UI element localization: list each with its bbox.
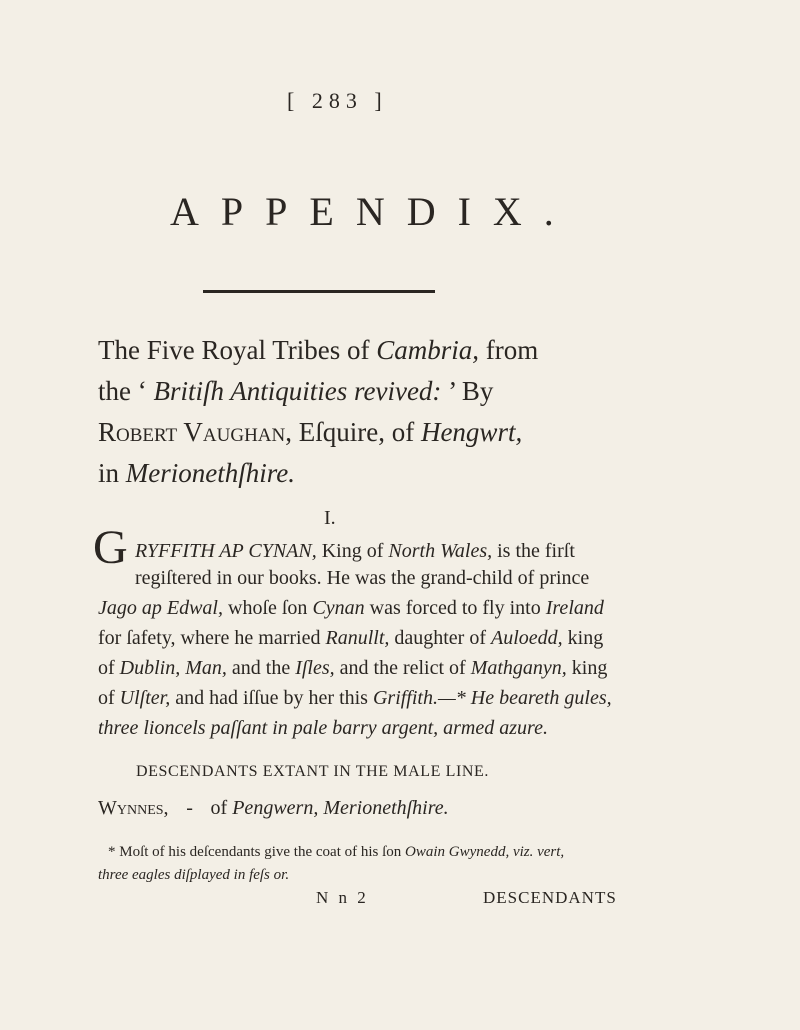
descendants-heading: DESCENDANTS EXTANT IN THE MALE LINE.	[136, 763, 490, 780]
descendant-entry: Wynnes, - of Pengwern, Merionethſhire.	[98, 797, 449, 819]
body-line-5: of Dublin, Man, and the Iſles, and the relict of Mathganyn, king	[98, 657, 608, 679]
catchword: DESCENDANTS	[483, 888, 617, 907]
body-line-1: RYFFITH AP CYNAN, King of North Wales, is the firſt	[135, 540, 575, 562]
body-line-7: three lioncels paſſant in pale barry argent, armed azure.	[98, 717, 548, 739]
body-line-3: Jago ap Edwal, whoſe ſon Cynan was forced to fly into Ireland	[98, 597, 604, 619]
footnote-line-2: three eagles diſplayed in feſs or.	[98, 867, 290, 883]
title-line-4: in Merionethſhire.	[98, 458, 295, 488]
page-number: [ 283 ]	[287, 88, 388, 113]
title-line-3: Robert Vaughan, Eſquire, of Hengwrt,	[98, 417, 523, 447]
drop-cap: G	[93, 521, 128, 574]
body-line-2: regiſtered in our books. He was the grand-child of prince	[135, 567, 590, 589]
appendix-heading: APPENDIX.	[170, 189, 576, 234]
body-line-4: for ſafety, where he married Ranullt, daughter of Auloedd, king	[98, 627, 604, 649]
section-numeral: I.	[324, 507, 336, 529]
body-line-6: of Ulſter, and had iſſue by her this Griffith.—* He beareth gules,	[98, 687, 612, 709]
footnote-line-1: * Moſt of his deſcendants give the coat of his ſon Owain Gwynedd, viz. vert,	[108, 844, 565, 860]
title-line-2: the ‘ Britiſh Antiquities revived: ’ By	[98, 376, 494, 406]
signature-mark: N n 2	[316, 888, 369, 907]
title-line-1: The Five Royal Tribes of Cambria, from	[98, 335, 539, 365]
heading-rule	[203, 290, 435, 293]
